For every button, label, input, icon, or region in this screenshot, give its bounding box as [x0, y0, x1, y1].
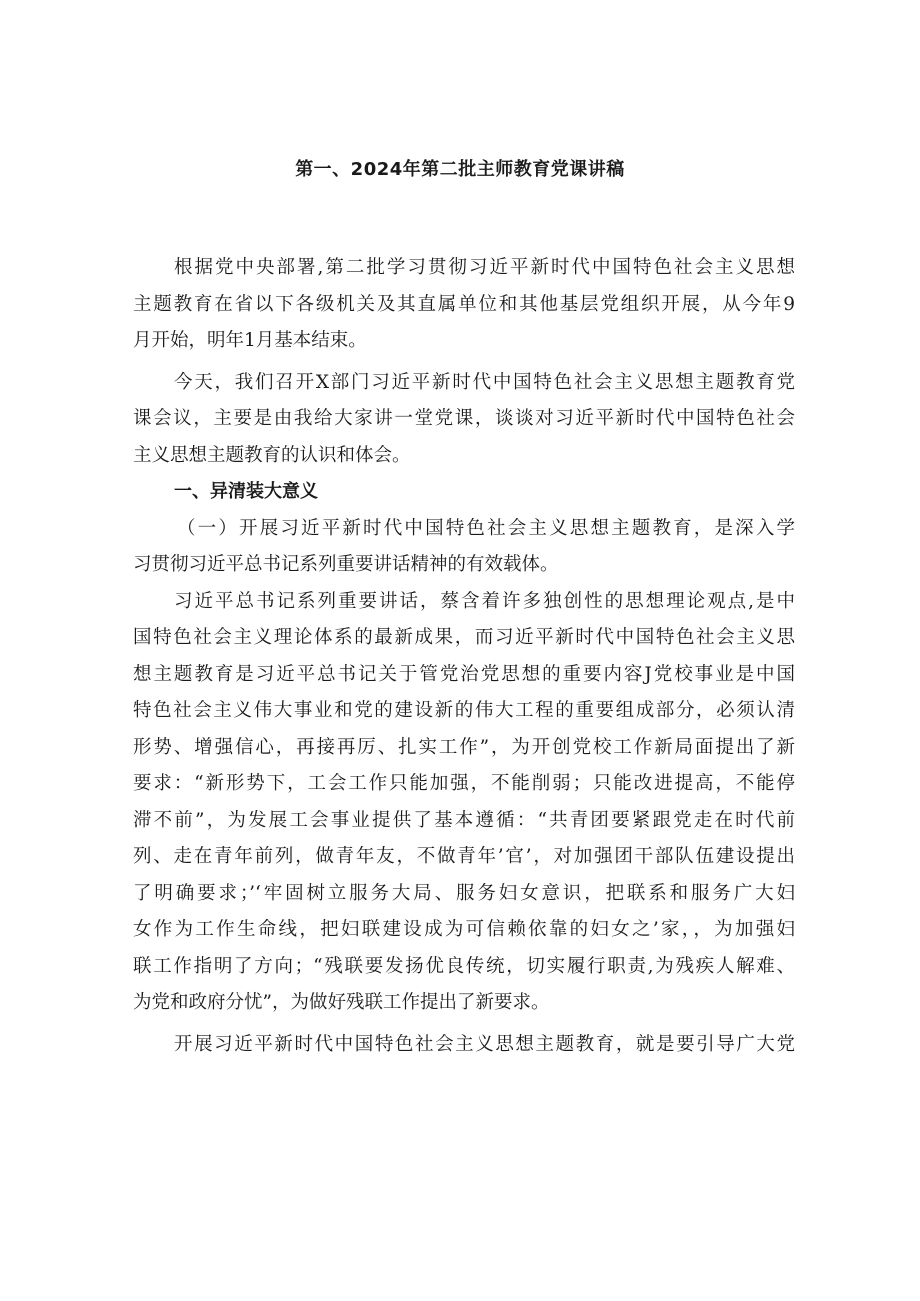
paragraph-line: 今天，我们召开X部门习近平新时代中国特色社会主义思想主题教育党 [174, 371, 795, 393]
paragraph-line: 要求：“新形势下，工会工作只能加强，不能削弱；只能改进提高，不能停 [133, 773, 795, 794]
paragraph-line: 习近平总书记系列重要讲话，蔡含着许多独创性的思想理论观点,是中 [174, 590, 795, 612]
subsection-line: （一）开展习近平新时代中国特色社会主义思想主题教育，是深入学 [177, 517, 795, 539]
section-heading: 一、异清装大意义 [174, 481, 318, 502]
paragraph-line: 根据党中央部署,第二批学习贯彻习近平新时代中国特色社会主义思想 [174, 257, 795, 278]
document-body [133, 250, 795, 1063]
paragraph-line: 国特色社会主义理论体系的最新成果，而习近平新时代中国特色社会主义思 [133, 627, 795, 648]
paragraph-line: 列、走在青年前列，做青年友，不做青年’官’，对加强团干部队伍建设提出 [133, 846, 795, 867]
paragraph-line: 月开始，明年1月基本结束。 [133, 330, 367, 351]
paragraph-line: 滞不前”，为发展工会事业提供了基本遵循：“共青团要紧跟党走在时代前 [133, 809, 795, 831]
paragraph-line: 主义思想主题教育的认识和体会。 [133, 444, 411, 466]
paragraph-line: 开展习近平新时代中国特色社会主义思想主题教育，就是要引导广大党 [174, 1033, 795, 1055]
paragraph-line: 女作为工作生命线，把妇联建设成为可信赖依靠的妇女之’家，，为加强妇 [133, 919, 795, 940]
document-title: 第一、2024年第二批主师教育党课讲稿 [295, 159, 625, 180]
paragraph-line: 课会议，主要是由我给大家讲一堂党课，谈谈对习近平新时代中国特色社会 [133, 408, 795, 429]
subsection-line: 习贯彻习近平总书记系列重要讲话精神的有效载体。 [133, 554, 559, 575]
paragraph-line: 为党和政府分忧”，为做好残联工作提出了新要求。 [133, 992, 550, 1013]
paragraph-line: 想主题教育是习近平总书记关于管党治党思想的重要内容J党校事业是中国 [133, 663, 795, 685]
paragraph-line: 联工作指明了方向；“残联要发扬优良传统，切实履行职责,为残疾人解难、 [133, 955, 795, 977]
paragraph-line: 形势、增强信心，再接再厉、扎实工作”，为开创党校工作新局面提出了新 [133, 736, 795, 758]
paragraph-line: 主题教育在省以下各级机关及其直属单位和其他基层党组织开展，从今年9 [133, 293, 795, 315]
paragraph-line: 特色社会主义伟大事业和党的建设新的伟大工程的重要组成部分，必须认清 [133, 700, 795, 721]
paragraph-line: 了明确要求；’‘牢固树立服务大局、服务妇女意识，把联系和服务广大妇 [133, 882, 795, 904]
